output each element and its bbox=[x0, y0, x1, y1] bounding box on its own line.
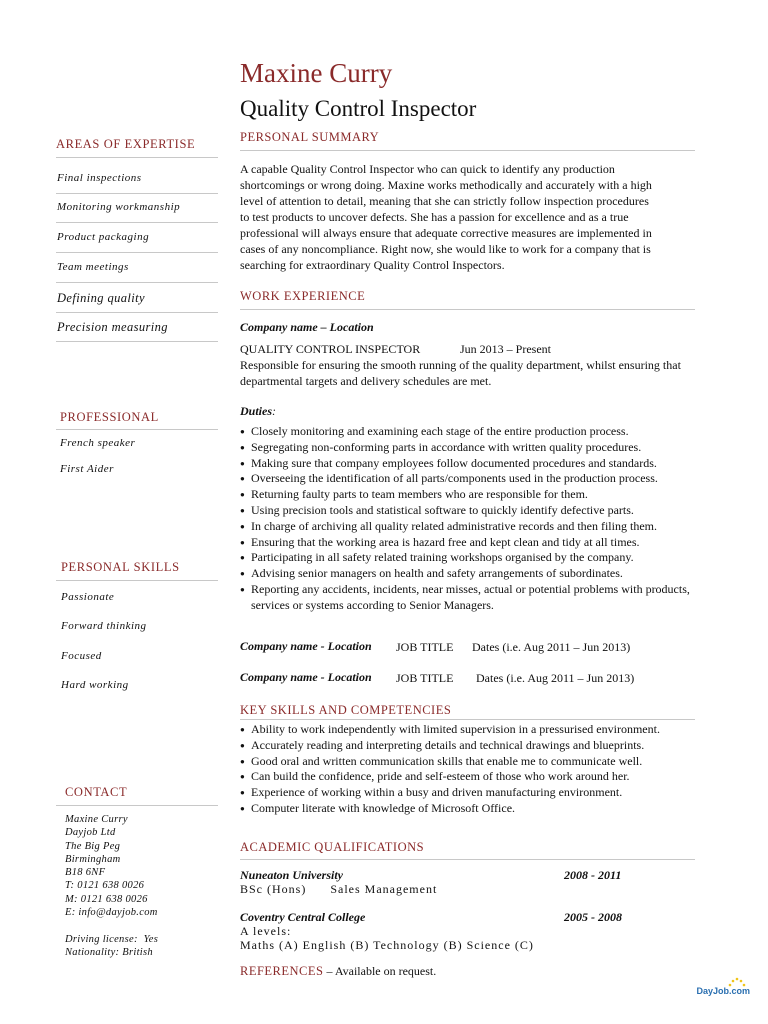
duties-label bbox=[240, 404, 276, 419]
sun-rays-icon bbox=[726, 975, 748, 987]
expertise-divider bbox=[56, 282, 218, 283]
company-location: Company name - Location bbox=[240, 670, 372, 684]
duty-item: ● Advising senior managers on health and safety arrangements of subordinates. bbox=[240, 566, 705, 582]
duty-item: ● Closely monitoring and examining each stage of the entire production process. bbox=[240, 424, 705, 440]
job-title-placeholder: JOB TITLE bbox=[396, 640, 454, 654]
contact-mobile: M: 0121 638 0026 bbox=[65, 893, 148, 905]
qualification-line: BSc (Hons) Sales Management bbox=[240, 882, 438, 896]
expertise-divider bbox=[56, 252, 218, 253]
summary-line: professional will always ensure that adequate corrective measures are implemented in bbox=[240, 226, 652, 240]
company-location: Company name – Location bbox=[240, 320, 374, 334]
school-years: 2005 - 2008 bbox=[564, 910, 622, 924]
duty-item: ● Reporting any accidents, incidents, near misses, actual or potential problems with products, services or systems according to Senior Managers. bbox=[240, 582, 705, 614]
summary-line: shortcomings or wrong doing. Maxine works methodically and accurately with a high bbox=[240, 178, 652, 192]
references-line bbox=[240, 964, 436, 979]
contact-line: Maxine Curry bbox=[65, 814, 128, 825]
expertise-heading: AREAS OF EXPERTISE bbox=[56, 137, 196, 151]
work-rule bbox=[240, 309, 695, 310]
contact-line: The Big Peg bbox=[65, 840, 121, 852]
job-dates: Dates (i.e. Aug 2011 – Jun 2013) bbox=[476, 671, 635, 685]
references-text: Available on request. bbox=[334, 964, 437, 978]
skill-item: ● Accurately reading and interpreting details and technical drawings and blueprints. bbox=[240, 738, 710, 754]
school-years: 2008 - 2011 bbox=[564, 868, 622, 882]
contact-rule bbox=[56, 805, 218, 806]
role-title: QUALITY CONTROL INSPECTOR bbox=[240, 342, 421, 356]
academic-rule bbox=[240, 859, 695, 860]
summary-text bbox=[240, 161, 700, 273]
academic-heading: ACADEMIC QUALIFICATIONS bbox=[240, 840, 425, 854]
skills-heading: KEY SKILLS AND COMPETENCIES bbox=[240, 703, 452, 717]
professional-heading: PROFESSIONAL bbox=[60, 410, 159, 424]
skill-item: ● Computer literate with knowledge of Microsoft Office. bbox=[240, 801, 710, 817]
skills-list bbox=[240, 722, 710, 817]
work-heading: WORK EXPERIENCE bbox=[240, 289, 366, 303]
duty-item: ● Returning faulty parts to team members who are responsible for them. bbox=[240, 487, 705, 503]
personal-skill-item: Hard working bbox=[61, 679, 129, 691]
company-location: Company name - Location bbox=[240, 639, 372, 653]
contact-heading: CONTACT bbox=[65, 785, 128, 799]
job-title-placeholder: JOB TITLE bbox=[396, 671, 454, 685]
summary-rule bbox=[240, 150, 695, 151]
duty-item: ● Segregating non-conforming parts in accordance with written quality procedures. bbox=[240, 440, 705, 456]
skill-item: ● Can build the confidence, pride and self-esteem of those who work around her. bbox=[240, 769, 710, 785]
expertise-item: Team meetings bbox=[57, 261, 129, 273]
duties-list bbox=[240, 424, 705, 614]
duty-item: ● Overseeing the identification of all parts/components used in the production process. bbox=[240, 471, 705, 487]
skill-item: ● Good oral and written communication skills that enable me to communicate well. bbox=[240, 754, 710, 770]
expertise-item: Final inspections bbox=[57, 172, 142, 184]
role-description-line: departmental targets and delivery schedules are met. bbox=[240, 374, 492, 388]
duty-item: ● Making sure that company employees follow documented procedures and standards. bbox=[240, 456, 705, 472]
duty-item: ● Ensuring that the working area is hazard free and kept clean and tidy at all times. bbox=[240, 535, 705, 551]
references-heading: REFERENCES bbox=[240, 964, 324, 978]
expertise-item: Defining quality bbox=[57, 291, 145, 305]
personal-skill-item: Forward thinking bbox=[61, 620, 147, 632]
personal-skills-heading: PERSONAL SKILLS bbox=[61, 560, 180, 574]
personal-skills-rule bbox=[56, 580, 218, 581]
expertise-rule bbox=[56, 157, 218, 158]
personal-skill-item: Focused bbox=[61, 650, 102, 662]
skill-item: ● Experience of working within a busy and driven manufacturing environment. bbox=[240, 785, 710, 801]
logo-text: DayJob.com bbox=[696, 986, 750, 996]
summary-line: level of attention to detail, meaning that she can strictly follow inspection procedures bbox=[240, 194, 649, 208]
duties-label-colon: : bbox=[272, 404, 277, 418]
expertise-item: Product packaging bbox=[57, 231, 150, 243]
role-description-line: Responsible for ensuring the smooth running of the quality department, whilst ensuring that bbox=[240, 358, 681, 372]
duty-item: ● In charge of archiving all quality related administrative records and then filing them. bbox=[240, 519, 705, 535]
role-description bbox=[240, 357, 710, 389]
contact-extra bbox=[65, 933, 158, 960]
contact-phone: T: 0121 638 0026 bbox=[65, 880, 145, 892]
nationality: Nationality: British bbox=[65, 947, 153, 959]
summary-line: cases of any noncompliance. Right now, she would like to work for a company that is bbox=[240, 242, 651, 256]
candidate-name: Maxine Curry bbox=[240, 58, 393, 88]
skill-item: ● Ability to work independently with limited supervision in a pressurised environment. bbox=[240, 722, 710, 738]
summary-line: to test products to uncover defects. She has a passion for excellence and as a true bbox=[240, 210, 629, 224]
qualification-line: A levels: bbox=[240, 924, 292, 938]
expertise-divider bbox=[56, 193, 218, 194]
summary-heading: PERSONAL SUMMARY bbox=[240, 130, 380, 144]
job-title: Quality Control Inspector bbox=[240, 96, 477, 121]
qualification-line: Maths (A) English (B) Technology (B) Science (C) bbox=[240, 938, 534, 952]
expertise-divider bbox=[56, 341, 218, 342]
professional-item: French speaker bbox=[60, 437, 136, 449]
school-name: Nuneaton University bbox=[240, 868, 344, 882]
duty-item: ● Using precision tools and statistical software to quickly identify defective parts. bbox=[240, 503, 705, 519]
expertise-divider bbox=[56, 312, 218, 313]
summary-line: searching for extraordinary Quality Control Inspectors. bbox=[240, 258, 505, 272]
professional-item: First Aider bbox=[60, 463, 114, 475]
contact-line: B18 6NF bbox=[65, 867, 106, 879]
skills-rule bbox=[240, 719, 695, 720]
driving-license: Driving license: Yes bbox=[65, 934, 159, 945]
job-dates: Dates (i.e. Aug 2011 – Jun 2013) bbox=[472, 640, 631, 654]
summary-line: A capable Quality Control Inspector who can quick to identify any production bbox=[240, 162, 615, 176]
professional-rule bbox=[56, 429, 218, 430]
role-dates: Jun 2013 – Present bbox=[460, 342, 551, 356]
contact-line: Dayjob Ltd bbox=[65, 827, 116, 839]
contact-line: Birmingham bbox=[65, 853, 121, 865]
expertise-item: Precision measuring bbox=[57, 320, 168, 334]
duty-item: ● Participating in all safety related training workshops organised by the company. bbox=[240, 550, 705, 566]
personal-skill-item: Passionate bbox=[61, 591, 115, 603]
expertise-item: Monitoring workmanship bbox=[57, 201, 181, 213]
references-dash: – bbox=[323, 964, 335, 978]
school-name: Coventry Central College bbox=[240, 910, 366, 924]
expertise-divider bbox=[56, 222, 218, 223]
duties-label-text: Duties bbox=[240, 404, 273, 418]
dayjob-logo bbox=[696, 986, 750, 996]
contact-email: E: info@dayjob.com bbox=[65, 907, 158, 919]
contact-block bbox=[65, 813, 158, 919]
